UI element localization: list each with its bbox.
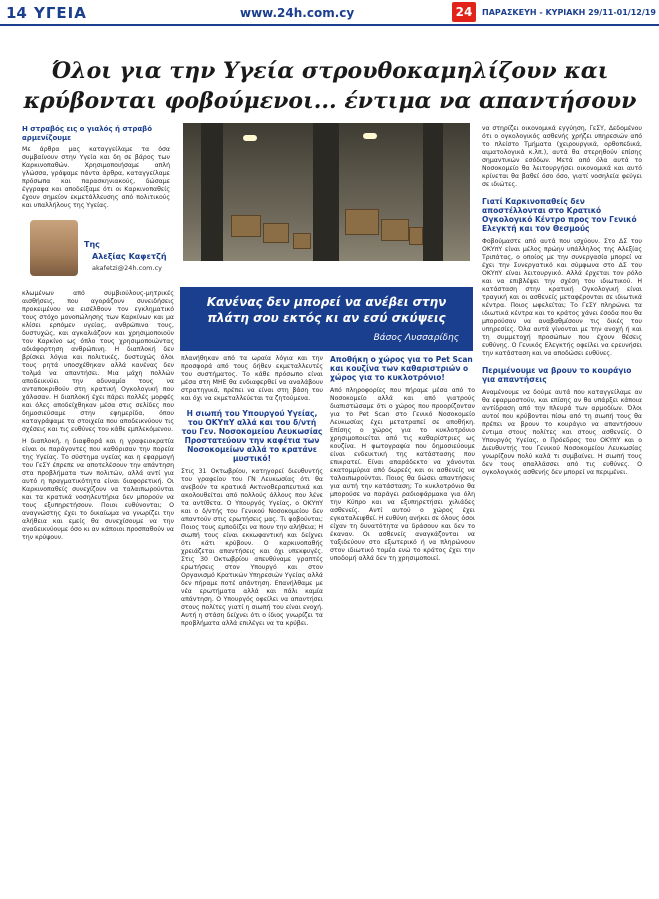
column-3-text: Από πληροφορίες που πήραμε μέσα από το Νοσοκομείο αλλά και από γιατρούς διαπιστώσαμε ότι ο χώρος που προορίζονταν για το Pet Scan στο Γενικό Νοσοκομείο Λευκωσίας έχει μετατραπεί σε αποθήκη. Επίσης ο χώρος για το κυκλοτρόνιο χρησιμοποιείται από τις καθαρίστριες ως κουζίνα. Η φωτογραφία που δημοσιεύουμε είναι ενδεικτική της κατάστασης που επικρατεί. Είναι απαράδεκτο να χάνονται εκατομμύρια από δωρεές και οι ασθενείς να ταλαιπωρούνται. Ποιος θα δώσει απαντήσεις για αυτή την κατάσταση; Το κυκλοτρόνιο θα μπορούσε να παράγει ραδιοφάρμακα για όλη την Κύπρο και να εξυπηρετήσει χιλιάδες ασθενείς. Αντί αυτού ο χώρος έχει εγκαταλειφθεί. Η ευθύνη ανήκει σε όλους όσοι είχαν τη δυνατότητα να δράσουν και δεν το έκαναν. Οι ασθενείς αναγκάζονται να ταξιδεύουν στο εξωτερικό ή να πληρώνουν στον ιδιωτικό τομέα ενώ το κράτος έχει την υποδομή αλλά δεν τη χρησιμοποιεί.: [330, 387, 475, 562]
column-4: [482, 125, 642, 890]
column-1-text: κλωμένων από συμβιούλους-μητρικές αισθήσεις, που αγοράζουν συνειδήσεις προκειμένου να εισέλθουν τον εγκληματικό τους στόχο μονοπώλησης των Καρκίνων και μα κλίσει ερπόμεν υγείας, ανθρώπινα τους, δυστυχώς, και αγκαλιάζουν και χρησιμοποιούν τον Καρκίνο ως όπλο τους χρησιμοποιώντας αδιάφορτηση ανθρώπινη. Η διαπλοκή δεν βρίσκει λόγια και πολιτικές, δυστυχώς όλοι τους ρητά υποσχέθηκαν αλλά κανένας δεν τολμά να απαντήσει. Μια μάχη πολλών αποδεικνύει την αδυναμία τους να ανταποκριθούν στη κρατική Ογκολογική που χάλασαν. Η διαπλοκή έχει πάρει πολλές μορφές και όλες αποδείχθηκαν μέσα στις σελίδες που δημοσιεύσαμε στην εφημερίδα, όπου καταγράψαμε τα στοιχεία που αποδεικνύουν τις σχέσεις και τις ευθύνες του κάθε εμπλεκόμενου.: [22, 290, 174, 433]
article-photo: [183, 123, 470, 261]
column-2-intro: πλανήθηκαν από τα ωραία λόγια και την προσφορά από τους δήθεν εκμεταλλευτές του συστήματος. Το κάθε πρόσωπο είναι μέσα στη ΜΗΕ θα ενδιαφερθεί να αναλάβουν στρατηγικά, πρέπει να είναι στη βάση του και όχι να εκμεταλλεύεται τα ζητούμενα.: [181, 355, 323, 402]
column-4-text-2: Αναμένουμε να δούμε αυτά που καταγγείλαμε αν θα εφαρμοστούν, και επίσης αν θα υπάρξει κάποια αντίδραση από την πλευρά των αρμοδίων. Όλοι αυτοί που κρύβονται πίσω από τη σιωπή τους θα πρέπει να βρουν το κουράγιο να απαντήσουν έντιμα στους πολίτες και στους ασθενείς. Ο Υπουργός Υγείας, ο Πρόεδρος του ΟΚΥπΥ και ο Διευθυντής του Γενικού Νοσοκομείου Λευκωσίας γνωρίζουν πολύ καλά τι συμβαίνει. Η σιωπή τους δεν τους απαλλάσσει από τις ευθύνες. Ο ογκολογικός ασθενής δεν μπορεί να περιμένει.: [482, 389, 642, 476]
column-2-text: Στις 31 Οκτωβρίου, κατηγορεί διευθυντής του γραφείου του ΓΝ Λευκωσίας ότι θα ανεβούν τα κρατικά Ακτινοθεραπευτικά και ακολουθείται από πολλούς άλλους που λένε τα αντίθετα. Ο Υπουργός Υγείας, ο ΟΚΥπΥ και ο δ/ντής του Γενικού Νοσοκομείου δεν απαντούν στις ερωτήσεις μας. Τι φοβούνται; Ποιος τους εμποδίζει να πουν την αλήθεια; Η σιωπή τους είναι εκκωφαντική και δείχνει ότι κάτι κρύβουν. Ο καρκινοπαθής χρειάζεται απαντήσεις και όχι υπεκφυγές. Στις 30 Οκτωβρίου απευθύναμε γραπτές ερωτήσεις στον Υπουργό και στον Οργανισμό Κρατικών Υπηρεσιών Υγείας αλλά δεν πήραμε ποτέ απάντηση. Επανήλθαμε με νέα ερωτήματα αλλά και πάλι καμία απάντηση. Ο Υπουργός οφείλει να απαντήσει στους πολίτες γιατί η σιωπή του είναι ενοχή. Αυτή η στάση δείχνει ότι ο ίδιος γνωρίζει τα προβλήματα αλλά επιλέγει να τα κρύβει.: [181, 468, 323, 627]
site-url[interactable]: www.24h.com.cy: [240, 6, 355, 20]
author-name: Αλεξίας Καφετζή: [92, 252, 167, 261]
author-prefix: Της: [84, 240, 100, 249]
lead-text: Με άρθρα μας καταγγείλαμε τα όσα συμβαίνουν στην Υγεία και δη σε βάρος των Καρκινοπαθών. Χρησιμοποιήσαμε απλή γλώσσα, γράψαμε πάντα άρθρα, καταγγείλαμε πρόσωπα και παρασκηνιακούς, δώσαμε έγγραφα και αποδείξαμε ότι οι Καρκινοπαθείς έχουν σημείον εκμετάλλευσης από πολιτικούς και υπαλλήλους της Υγείας.: [22, 146, 170, 209]
pull-quote-author: Βάσος Λυσσαρίδης: [373, 333, 459, 343]
column-3-heading: Αποθήκη ο χώρος για το Pet Scan και κουζίνα των καθαριστριών ο χώρος για το κυκλοτρόνιο!: [330, 355, 473, 382]
author-email[interactable]: akafetzi@24h.com.cy: [92, 264, 162, 272]
pull-quote-text: Κανένας δεν μπορεί να ανέβει στην πλάτη σου εκτός κι αν εσύ σκύψεις: [206, 295, 447, 325]
column-4-text: Φοβούμαστε από αυτά που ισχύουν. Στο ΔΣ του ΟΚΥπΥ είναι μέλος πρώην υπάλληλος της Αλεξίας Τριπάτας, ο οποίος με την συνεργασία μπορεί να έχει την Συνεργατικό και σύμφωνα στο ΔΣ του ΟΚΥπΥ είναι λειτουργικό. Αλλά έρχεται τον ρόλο και να επιβλέψει την σχέση του ιδιωτικού. Η κατάσταση στην κρατική Ογκολογική είναι τραγική και οι ασθενείς μεταφέρονται σε ιδιωτικά κέντρα. Ποιος ωφελείται; Το ΓεΣΥ πληρώνει τα ιδιωτικά κέντρα και το κράτος χάνει έσοδα που θα μπορούσαν να αναβαθμίσουν τις δικές του υπηρεσίες. Όλα αυτά γίνονται με την ανοχή ή και τη συμμετοχή προσώπων που έχουν θέσεις ευθύνης. Ο Γενικός Ελεγκτής οφείλει να ερευνήσει την κατάσταση και να αποδώσει ευθύνες.: [482, 238, 642, 357]
publication-logo: 24: [452, 2, 476, 22]
page-number: 14: [6, 4, 27, 22]
column-2-heading: Η σιωπή του Υπουργού Υγείας, του ΟΚΥπΥ αλλά και του δ/ντή του Γεν. Νοσοκομείου Λευκωσίας Προστατεύουν την καφέτια των Νοσοκομείων αλλά το κρατάνε μυστικό!: [181, 409, 323, 463]
column-4-heading-2: Περιμένουμε να βρουν το κουράγιο για απαντήσεις: [482, 366, 632, 384]
column-1-text-b: Η διαπλοκή, η διαφθορά και η γραφειοκρατία είναι οι παράγοντες που καθόρισαν την πορεία της Υγείας. Το σύστημα υγείας και η εφαρμογή του ΓεΣΥ έπρεπε να αποτελέσουν την απάντηση στα προβλήματα των πολιτών, αλλά αντί για αυτό η πραγματικότητα είναι διαφορετική. Οι Καρκινοπαθείς συνεχίζουν να ταλαιπωρούνται και τα κρατικά νοσηλευτήρια δεν μπορούν να τους εξυπηρετήσουν. Ποιοι ευθύνονται; Ο αναγνώστης έχει το δικαίωμα να γνωρίζει την αλήθεια και εμείς θα συνεχίσουμε να την αναδεικνύουμε όσο κι αν κάποιοι προσπαθούν να την κρύψουν.: [22, 438, 174, 541]
column-1: [22, 290, 174, 890]
column-2: [181, 355, 323, 895]
article-headline: Όλοι για την Υγεία στρουθοκαμηλίζουν και κρύβονται φοβούμενοι... έντιμα να απαντήσουν: [23, 58, 637, 114]
page-header: [0, 0, 659, 26]
author-avatar: [30, 220, 78, 276]
lead-heading: Η στραβός εις ο γιαλός ή στραβό αρμενίζουμε: [22, 125, 153, 142]
column-4-intro: να στηρίζει οικονομικά εγγύηση, ΓεΣΥ, Δεδομένου ότι ο ογκολογικός ασθενής χρήζει υπηρεσιών από το πλείστο Τμήματα (χειρουργικά, ορθοπεδικά, αιματολογικά κ.λπ.), αυτά θα στερηθούν επίσης σημαντικών εσόδων. Μετά από όλα αυτά το Νοσοκομείο θα λειτουργήσει οικονομικά και αυτό κρίνεται θα βαθεί όσο όσο, γιατί νοσηλεία φεύγει σε ιδιώτες.: [482, 125, 642, 188]
lead-section: [22, 125, 170, 217]
column-4-heading: Γιατί Καρκινοπαθείς δεν αποστέλλονται στο Κρατικό Ογκολογικό Κέντρο προς τον Γενικό Ελεγκτή και τον Θεσμούς: [482, 197, 637, 233]
pull-quote: [180, 287, 473, 351]
section-title: ΥΓΕΙΑ: [34, 4, 87, 22]
column-3: [330, 355, 475, 895]
issue-date: ΠΑΡΑΣΚΕΥΗ - ΚΥΡΙΑΚΗ 29/11-01/12/19: [482, 8, 656, 17]
